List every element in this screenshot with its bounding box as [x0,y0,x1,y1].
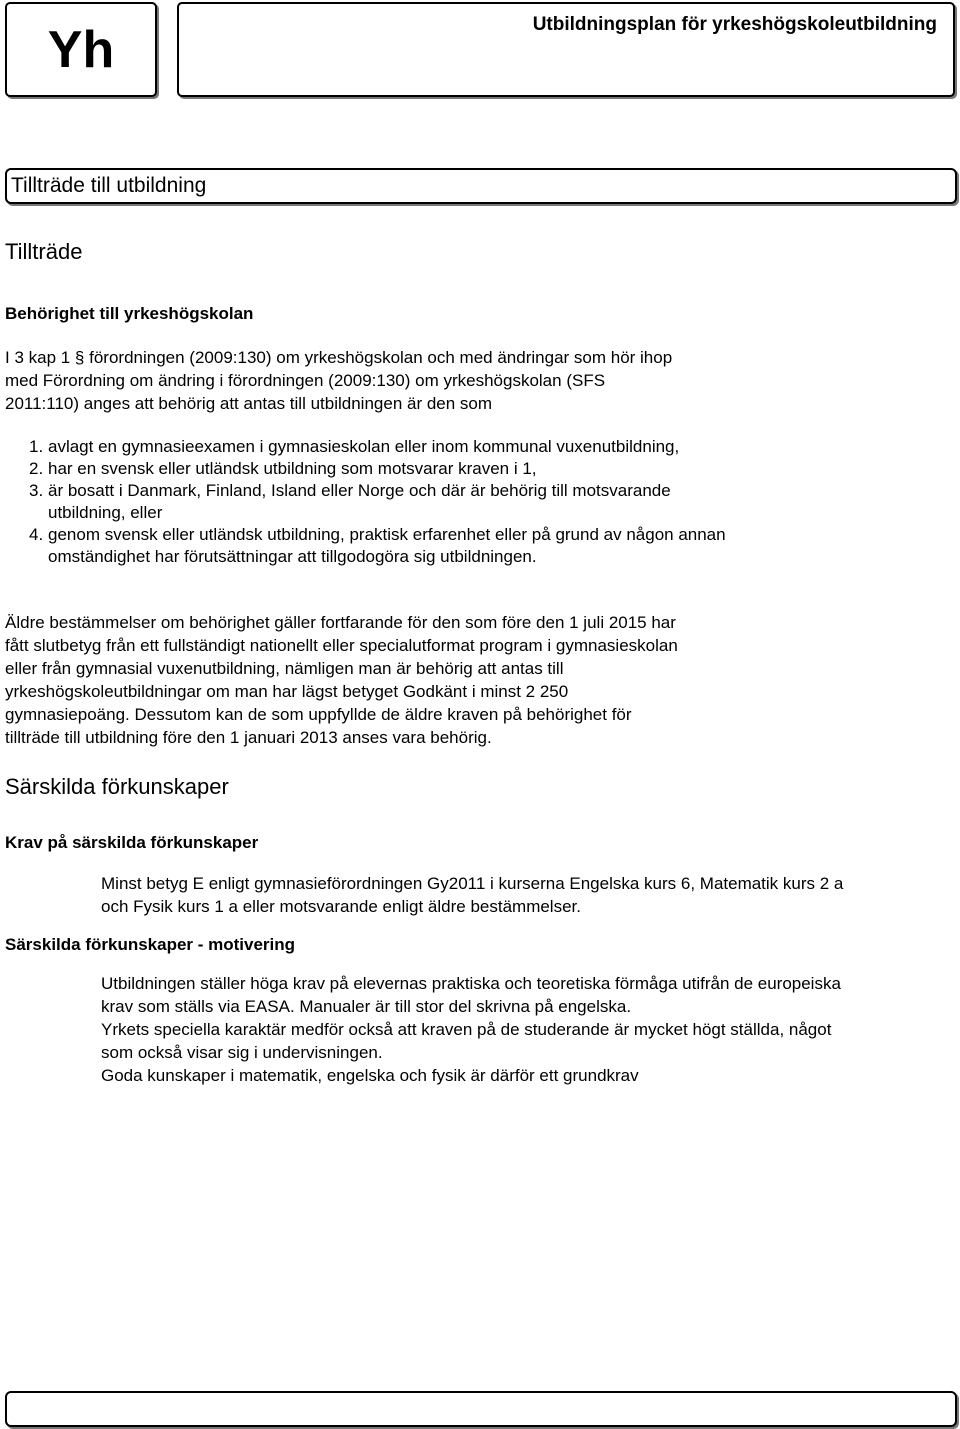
eligibility-list [29,436,749,568]
older-rules-line: fått slutbetyg från ett fullständigt nationellt eller specialutformat program i gymnasieskolan [5,636,678,655]
list-item [29,458,749,480]
older-rules-line: eller från gymnasial vuxenutbildning, nämligen man är behörig att antas till [5,659,564,678]
intro-line: I 3 kap 1 § förordningen (2009:130) om yrkeshögskolan och med ändringar som hör ihop [5,348,673,367]
intro-paragraph [5,346,945,415]
section-title-bar [5,168,957,204]
list-item-number: 1. [29,437,44,456]
subheading-krav: Krav på särskilda förkunskaper [5,833,259,852]
older-rules-paragraph [5,611,950,749]
logo: Yh [5,2,157,97]
intro-line: med Förordning om ändring i förordningen (2009:130) om yrkeshögskolan (SFS [5,371,606,390]
motivering-line: Yrkets speciella karaktär medför också att kraven på de studerande är mycket högt ställda, något [101,1020,832,1039]
older-rules-line: tillträde till utbildning före den 1 januari 2013 anses vara behörig. [5,728,492,747]
motivering-line: Utbildningen ställer höga krav på elevernas praktiska och teoretiska förmåga utifrån de europeiska [101,974,841,993]
heading-tilltrade: Tillträde [5,239,83,264]
older-rules-line: Äldre bestämmelser om behörighet gäller fortfarande för den som före den 1 juli 2015 har [5,613,676,632]
older-rules-line: gymnasiepoäng. Dessutom kan de som uppfyllde de äldre kraven på behörighet för [5,705,632,724]
krav-line: Minst betyg E enligt gymnasieförordningen Gy2011 i kurserna Engelska kurs 6, Matematik kurs 2 a [101,874,844,893]
list-item-number: 3. [29,481,44,500]
motivering-line: Goda kunskaper i matematik, engelska och fysik är därför ett grundkrav [101,1066,639,1085]
document-title: Utbildningsplan för yrkeshögskoleutbildning [532,14,937,35]
motivering-line: som också visar sig i undervisningen. [101,1043,383,1062]
list-item-number: 2. [29,459,44,478]
krav-paragraph [101,872,951,918]
list-item-text: avlagt en gymnasieexamen i gymnasieskolan eller inom kommunal vuxenutbildning, [48,437,680,456]
krav-line: och Fysik kurs 1 a eller motsvarande enligt äldre bestämmelser. [101,897,581,916]
subheading-motivering: Särskilda förkunskaper - motivering [5,935,296,954]
header-box [177,2,955,97]
list-item [29,524,749,568]
list-item-text: har en svensk eller utländsk utbildning som motsvarar kraven i 1, [48,459,537,478]
list-item-text: genom svensk eller utländsk utbildning, praktisk erfarenhet eller på grund av någon annan omständighet har förutsättningar att tillgodogöra sig utbildningen. [48,525,726,566]
subheading-behorighet: Behörighet till yrkeshögskolan [5,304,254,323]
section-title: Tillträde till utbildning [11,174,207,197]
older-rules-line: yrkeshögskoleutbildningar om man har lägst betyget Godkänt i minst 2 250 [5,682,569,701]
list-item-text: är bosatt i Danmark, Finland, Island eller Norge och där är behörig till motsvarande utbildning, eller [48,481,671,522]
intro-line: 2011:110) anges att behörig att antas till utbildningen är den som [5,394,493,413]
list-item-number: 4. [29,525,44,544]
heading-sarskilda-forkunskaper: Särskilda förkunskaper [5,774,229,799]
list-item [29,480,749,524]
footer-box [5,1391,957,1427]
motivering-line: krav som ställs via EASA. Manualer är till stor del skrivna på engelska. [101,997,632,1016]
list-item [29,436,749,458]
motivering-paragraph [101,972,951,1087]
